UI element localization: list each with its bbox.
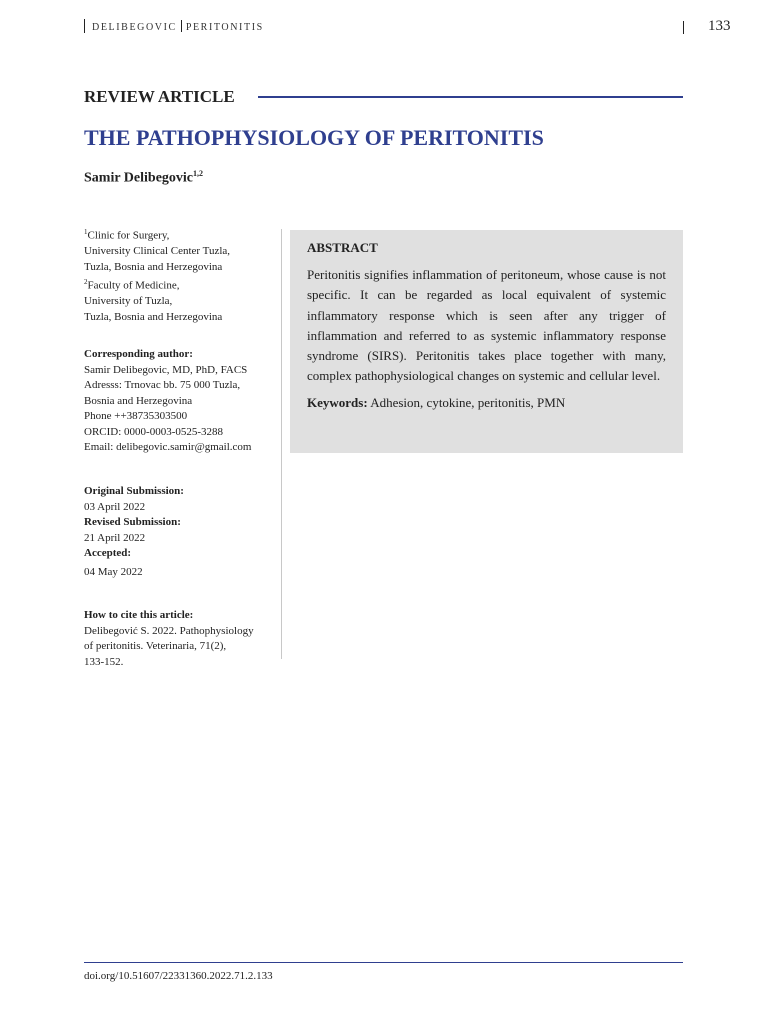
- citation: [84, 608, 254, 670]
- section-label: REVIEW ARTICLE: [84, 87, 235, 106]
- keywords-line: [307, 395, 666, 411]
- affiliation-line: Tuzla, Bosnia and Herzegovina: [84, 260, 223, 273]
- original-submission-label: Original Submission:: [84, 485, 184, 497]
- running-head: [92, 20, 264, 33]
- corresponding-line: Phone ++38735303500: [84, 410, 188, 422]
- citation-line: 133-152.: [84, 655, 124, 668]
- abstract-heading: ABSTRACT: [307, 240, 378, 255]
- citation-line: of peritonitis. Veterinaria, 71(2),: [84, 640, 227, 652]
- affiliation-line: [84, 275, 230, 294]
- corresponding-line: Adresss: Trnovac bb. 75 000 Tuzla,: [84, 379, 241, 391]
- accepted-date: 04 May 2022: [84, 565, 143, 578]
- corresponding-line: Samir Delibegovic, MD, PhD, FACS: [84, 363, 248, 376]
- author-name: [84, 169, 203, 187]
- running-head-title: PERITONITIS: [185, 22, 264, 33]
- footer-rule: [84, 962, 683, 963]
- affiliation-mark: 2: [84, 278, 88, 287]
- page-number-bar: [683, 21, 684, 34]
- running-head-author: DELIBEGOVIC: [92, 22, 177, 33]
- citation-line: Delibegović S. 2022. Pathophysiology: [84, 624, 254, 637]
- citation-heading: How to cite this article:: [84, 609, 194, 621]
- corresponding-line: ORCID: 0000-0003-0525-3288: [84, 425, 224, 438]
- keywords-label: Keywords:: [307, 394, 368, 410]
- author-affiliation-marks: 1,2: [193, 169, 204, 178]
- affiliation-text: Faculty of Medicine,: [87, 279, 180, 292]
- author-name-text: Samir Delibegovic: [84, 170, 194, 186]
- revised-submission-date: 21 April 2022: [84, 531, 146, 544]
- affiliations: [84, 225, 230, 325]
- doi-link[interactable]: doi.org/10.51607/22331360.2022.71.2.133: [84, 970, 273, 982]
- abstract-box: [290, 230, 683, 453]
- affiliation-line: [84, 225, 230, 244]
- abstract-body: Peritonitis signifies inflammation of peritoneum, whose cause is not specific. It can be regarded as local equivalent of systemic inflammatory response which is seen after any trigger of inflammation and referred to as systemic inflammatory response syndrome (SIRS). Peritonitis takes place together with many, complex pathophysiological changes on systemic and cellular level.: [307, 267, 666, 384]
- corresponding-heading: Corresponding author:: [84, 348, 193, 360]
- corresponding-author: [84, 347, 251, 456]
- corresponding-email: Email: delibegovic.samir@gmail.com: [84, 441, 252, 453]
- keywords-values: Adhesion, cytokine, peritonitis, PMN: [370, 394, 566, 410]
- article-title: THE PATHOPHYSIOLOGY OF PERITONITIS: [84, 125, 544, 150]
- page-number: 133: [708, 18, 731, 34]
- section-rule: [258, 96, 683, 98]
- column-divider: [281, 229, 282, 659]
- affiliation-line: University Clinical Center Tuzla,: [84, 245, 231, 258]
- affiliation-text: Clinic for Surgery,: [87, 229, 170, 242]
- original-submission-date: 03 April 2022: [84, 500, 146, 513]
- affiliation-line: University of Tuzla,: [84, 295, 173, 308]
- corresponding-line: Bosnia and Herzegovina: [84, 394, 193, 407]
- running-head-bar-left: [84, 19, 85, 33]
- submission-dates: [84, 484, 184, 580]
- affiliation-line: Tuzla, Bosnia and Herzegovina: [84, 310, 223, 323]
- running-head-separator: [181, 20, 182, 32]
- accepted-label: Accepted:: [84, 547, 132, 559]
- revised-submission-label: Revised Submission:: [84, 516, 181, 528]
- affiliation-mark: 1: [84, 228, 88, 236]
